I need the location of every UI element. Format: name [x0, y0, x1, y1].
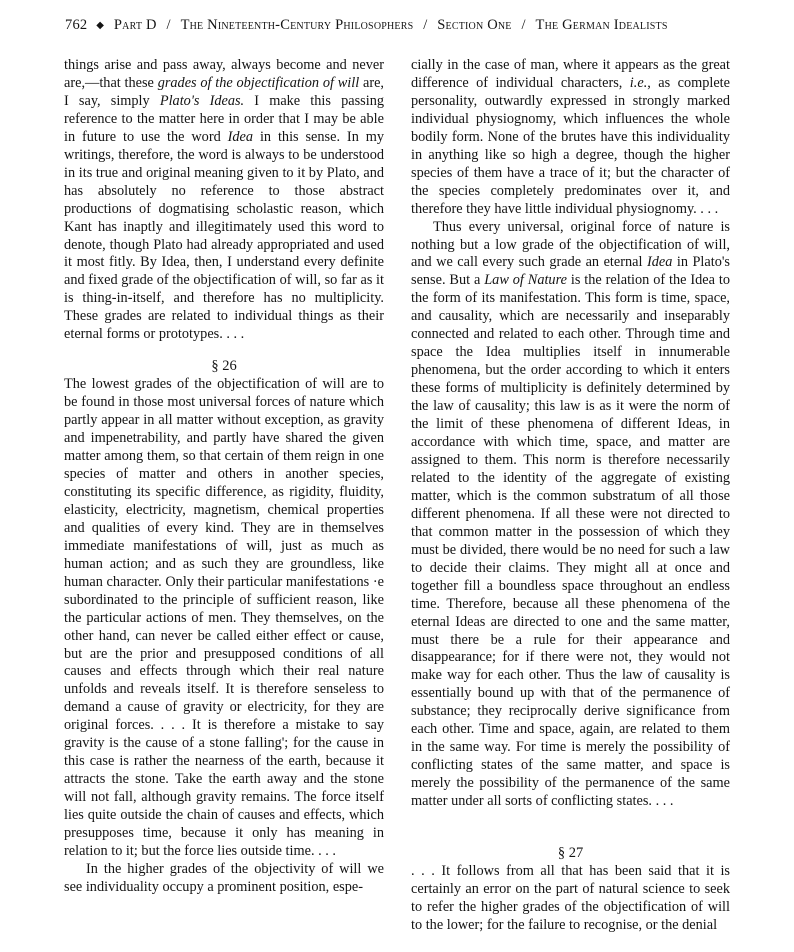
- emphasis-text: grades of the objectification of will: [157, 74, 360, 91]
- header-divider: /: [423, 17, 428, 33]
- paragraph: [411, 57, 730, 219]
- section-heading: § 26: [211, 358, 237, 375]
- running-header: [65, 17, 765, 34]
- paragraph: The lowest grades of the objectification of will are to be found in those most universal forces of nature which partly appear in all matter without exception, as gravity and impenetrability, and partly have shared the given matter among them, so that certain of them reign in one species of matter and others in another species, constituting its specific difference, as rigidity, fluidity, elasticity, electricity, magnetism, chemical properties and qualities of every kind. They are in themselves immediate manifestations of will, just as much as human action; and as such they are groundless, like human character. Only their particular manifestations ·e subordinated to the principle of sufficient reason, like the particular actions of men. They themselves, on the other hand, can never be called either effect or cause, but are the prior and presupposed conditions of all causes and effects through which their real nature unfolds and reveals itself. It is therefore senseless to demand a cause of gravity or electricity, for they are original forces. . . . It is therefore a mistake to say gravity is the cause of a stone falling'; for the cause in this case is rather the nearness of the earth, because it attracts the stone. Take the earth away and the stone will not fall, although gravity remains. The force itself lies quite outside the chain of causes and effects, which presupposes time, because it only has meaning in relation to it; but the force lies outside time. . . .: [64, 376, 384, 859]
- text-run: , as complete personality, outwardly expressed in strongly marked individual physiognomy, which influences the whole bodily form. None of the brutes have this individuality in anything like so high a degree, though the higher species of them have a trace of it; but the character of the species completely predominates over it, and therefore they have little individual physiognomy. . . .: [411, 74, 731, 217]
- header-section: Section One: [437, 17, 512, 33]
- page-number: 762: [65, 17, 88, 33]
- header-part: Part D: [113, 17, 157, 33]
- diamond-icon: ◆: [96, 20, 105, 31]
- paragraph: In the higher grades of the objectivity of will we see individuality occupy a prominent position, espe-: [64, 860, 384, 895]
- text-run: cially in the case of man, where it appears as the great difference of individual characters,: [411, 57, 730, 91]
- text-run: Thus every universal, original force of nature is nothing but a low grade of the objectification of will, and we call every such grade an eternal: [411, 218, 730, 271]
- left-column: [64, 57, 384, 897]
- emphasis-text: Idea: [646, 254, 673, 271]
- text-run: in Plato's sense. But a: [411, 254, 730, 289]
- header-divider: /: [166, 17, 171, 33]
- text-run: things arise and pass away, always become and never are,—that these: [64, 57, 384, 91]
- paragraph: [64, 57, 384, 344]
- header-divider: /: [521, 17, 526, 33]
- header-subsection: The German Idealists: [535, 17, 668, 33]
- text-run: are, I say, simply: [64, 74, 384, 109]
- right-column: [411, 57, 730, 935]
- paragraph: . . . It follows from all that has been said that it is certainly an error on the part of natural science to seek to refer the higher grades of the objectification of will to the lower; for the failure to recognise, or the denial: [411, 862, 730, 933]
- header-chapter: The Nineteenth-Century Philosophers: [180, 17, 414, 33]
- emphasis-text: Plato's Ideas.: [159, 92, 245, 109]
- section-heading: § 27: [557, 845, 584, 862]
- emphasis-text: Law of Nature: [484, 272, 567, 289]
- emphasis-text: i.e.: [629, 74, 648, 91]
- text-run: I make this passing reference to the matter here in order that I may be able in future to use the word: [64, 92, 384, 145]
- text-run: is the relation of the Idea to the form of its manifestation. This form is time, space, and causality, which are necessarily and inseparably connected and related to each other. Through time and space the Idea multiplies itself in innumerable phenomena, but the order according to which it enters these forms of multiplicity is definitely determined by the law of causality; this law is as it were the norm of the limit of these phenomena of different Ideas, in accordance with which time, space, and matter are assigned to them. This norm is therefore necessarily related to the identity of the aggregate of existing matter, which is the common substratum of all those different phenomena. If all these were not directed to that common matter in the possession of which they must be divided, there would be no need for such a law to decide their claims. They might all at once and together fill a boundless space throughout an endless time. Therefore, because all these phenomena of the eternal Ideas are directed to one and the same matter, must there be a rule for their appearance and disappearance; for if there were not, they would not make way for each other. Thus the law of causality is essentially bound up with that of the permanence of substance; they reciprocally derive significance from each other. Time and space, again, are related to them in the same way. For time is merely the possibility of conflicting states of the same matter, and space is merely the possibility of the permanence of the same matter under all sorts of conflicting states. . . .: [411, 272, 730, 810]
- emphasis-text: Idea: [227, 128, 254, 145]
- paragraph: [411, 219, 730, 811]
- text-run: in this sense. In my writings, therefore, the word is always to be understood in its true and original meaning given to it by Plato, and has absolutely no reference to those abstract productions of dogmatising scholastic reason, which Kant has inaptly and illegitimately used this word to denote, though Plato had already appropriated and used it most fitly. By Idea, then, I understand every definite and fixed grade of the objectification of will, so far as it is thing-in-itself, and therefore has no multiplicity. These grades are related to individual things as their eternal forms or prototypes. . . .: [64, 128, 384, 343]
